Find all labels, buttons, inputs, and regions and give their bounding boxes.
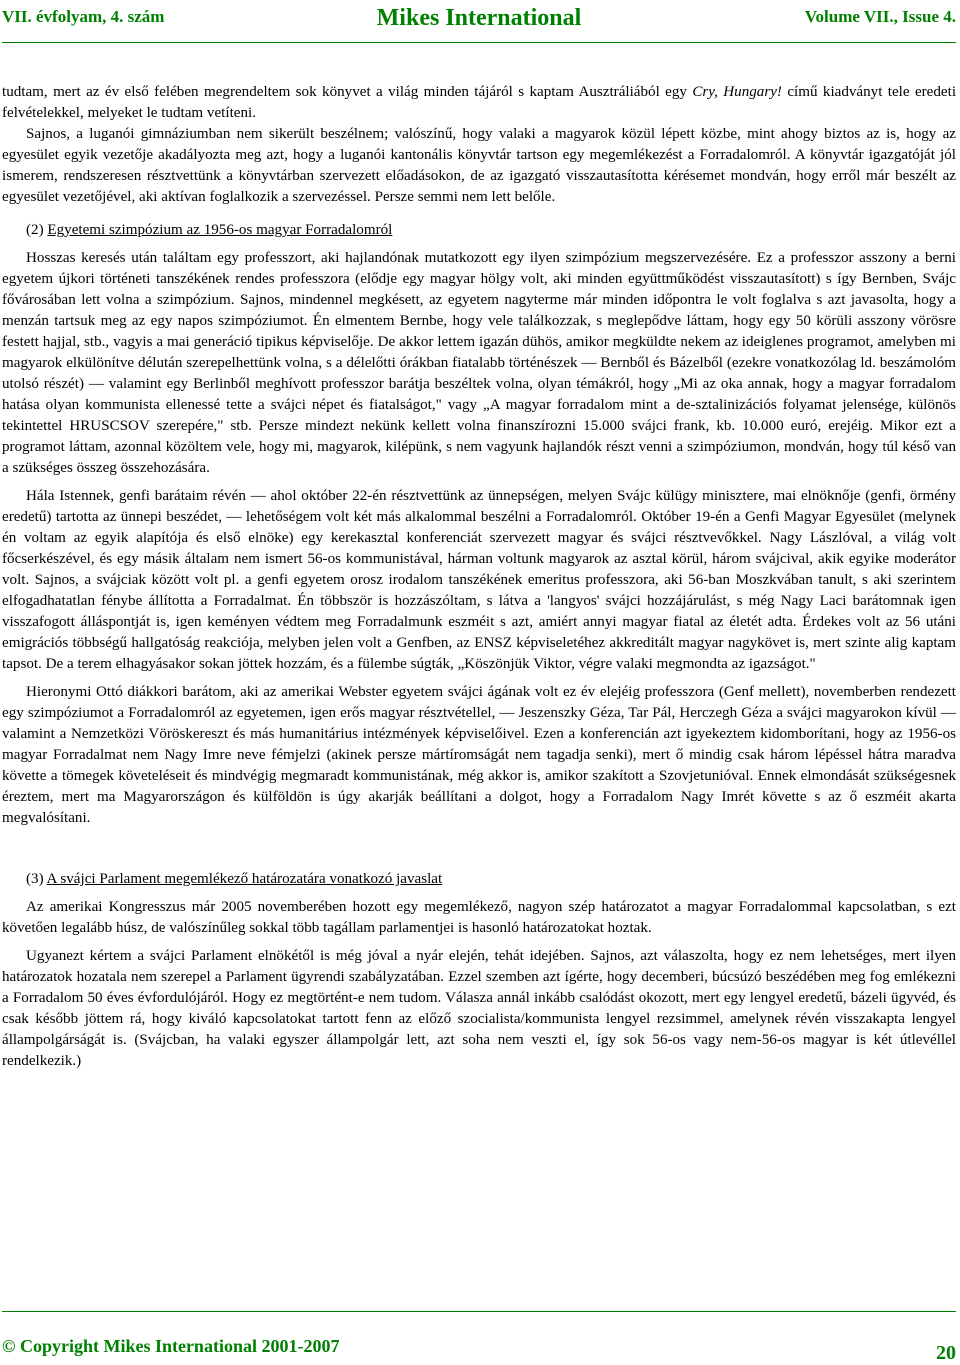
paragraph-5: Hieronymi Ottó diákkori barátom, aki az amerikai Webster egyetem svájci ágának volt ez év elejéig professzora (Genf mellett), novemberben rendezett egy szimpóziumot a Forradalomról az egyetemen, igen erős magyar résztvétellel, — Jeszenszky Géza, Tar Pál, Herczegh Géza a svájci magyarokon kívül — valamint a Nemzetközi Vöröskereszt és más humanitárius intézmények képviselőivel. Ezen a konferencián azt igyekeztem kidomborítani, hogy az 1956-os magyar Forradalmat nem Nagy Imre neve fémjelzi (akinek persze mártíromságát nem tagadja senki), mert ő mindig csak három lépéssel hátra maradva követte a tömegek követeléseit és mindvégig megmaradt kommunistának, még akkor is, amikor szakított a Szovjetunióval. Ennek elmondását szükségesnek éreztem, mert ma Magyarországon és külföldön is úgy akarják beállítani a dolgot, hogy a Forradalom Nagy Imrét követte s az ő eszméit akarta megvalósítani. bbox=[2, 684, 956, 826]
section-2-heading bbox=[2, 220, 956, 241]
paragraph-7: Ugyanezt kértem a svájci Parlament elnökétől is még jóval a nyár elején, tehát idejében. Sajnos, azt válaszolta, hogy ez nem lehetséges, mert ilyen határozatok hozatala nem szerepel a Parlament ügyrendi szabályzatában. Ezzel szemben azt ígérte, hogy decemberi, búcsúzó beszédében meg fog emlékezni a Forradalom 50 éves évfordulójáról. Hogy ez megtörtént-e nem tudom. Válasza annál inkább csalódást okozott, mert egy lengyel eredetű, bázeli ügyvéd, és csak később jöttem rá, hogy kiváló kapcsolatokat tartott fenn az előző szocialista/kommunista lengyel rezsimmel, amelynek révén visszakapta lengyel állampolgárságát is. (Svájcban, ha valaki egyszer állampolgár lett, azt soha nem veszti el, így sok 56-os vagy nem-56-os magyar is két útlevéllel rendelkezik.) bbox=[2, 948, 956, 1069]
page-header bbox=[2, 2, 956, 36]
section-3-number: (3) bbox=[26, 871, 47, 887]
header-volume-en: Volume VII., Issue 4. bbox=[804, 7, 956, 26]
header-volume-hu: VII. évfolyam, 4. szám bbox=[2, 7, 165, 26]
paragraph-1 bbox=[2, 82, 956, 124]
paragraph-1-text-a: tudtam, mert az év első felében megrendeltem sok könyvet a világ minden tájáról s kaptam Ausztráliából egy bbox=[2, 84, 693, 100]
section-2-title: Egyetemi szimpózium az 1956-os magyar Forradalomról bbox=[47, 222, 393, 238]
footer-divider bbox=[2, 1311, 956, 1312]
article-body bbox=[2, 82, 956, 1072]
footer-page-number: 20 bbox=[936, 1342, 956, 1364]
paragraph-3: Hosszas keresés után találtam egy professzort, aki hajlandónak mutatkozott egy ilyen szimpózium megszervezésére. Ez a professzor asszony a berni egyetem újkori történeti tanszékének rendes professzora (elődje egy magyar hölgy volt, aki minden együttműködést visszautasított) s így Bernben, Svájc fővárosában lett volna a szimpózium. Sajnos, mindennel megkésett, az egyetem nagyterme már minden időpontra le volt foglalva s azt javasolta, hogy a menzán tartsuk meg az egy napos szimpóziumot. Én elmentem Bernbe, hogy vele találkozzak, s meglepődve láttam, hogy egy 50 körüli asszony vörösre festett hajjal, stb., vagyis a mai generáció tipikus képviselője. De akkor lettem igazán dühös, amikor megküldte nekem az ideiglenes programot, amelyben mi magyarok elkülönítve délután szerepelhettünk volna, s a délelőtti órákban fiatalabb történészek — Bernből és Bázelből (ezekre vonatkozólag ld. beszámolóm utolsó részét) — valamint egy Berlinből meghívott professzor barátja beszéltek volna, olyan témákról, hogy „Mi az oka annak, hogy a magyar forradalom hatása olyan kommunista ellenessé tette a svájci népet és fiatalságot," vagy „A magyar forradalom mint a de-sztalinizációs folyamat jelensége, különös tekintettel HRUSCSOV szerepére," stb. Persze mindezt nekünk kellett volna finanszírozni 15.000 svájci frank, kb. 10.000 euró, erejéig. Mikor ezt a programot láttam, azonnal közöltem vele, hogy mi, magyarok, kilépünk, s nem vagyunk hajlandók részt venni a szimpóziumon, mondván, hogy túl késő van a szükséges összeg összehozására. bbox=[2, 250, 956, 476]
paragraph-6: Az amerikai Kongresszus már 2005 novemberében hozott egy megemlékező, nagyon szép határozatot a magyar Forradalommal kapcsolatban, s ezt követően legalább húsz, de valószínűleg sokkal több tagállam parlamentjei is hasonló határozatokat hoztak. bbox=[2, 899, 956, 936]
footer-copyright: © Copyright Mikes International 2001-2007 bbox=[2, 1336, 340, 1356]
header-publication-title: Mikes International bbox=[376, 5, 582, 31]
header-divider bbox=[2, 42, 956, 43]
section-3-title: A svájci Parlament megemlékező határozatára vonatkozó javaslat bbox=[46, 871, 443, 887]
paragraph-2: Sajnos, a luganói gimnáziumban nem sikerült beszélnem; valószínű, hogy valaki a magyarok közül lépett közbe, mint ahogy biztos az is, hogy az egyesület egyik vezetője akadályozta meg azt, hogy a luganói kantonális könyvtár tartson egy megemlékezést a Forradalomról. A könyvtár igazgatóját jól ismerem, rendszeresen résztvettünk a könyvtárban szervezett előadásokon, de az igazgató visszautasította kérésemet mondván, hogy erről már beszélt az egyesület vezetőjével, aki aktívan foglalkozik a szervezéssel. Persze semmi nem lett belőle. bbox=[2, 126, 956, 205]
section-3-heading bbox=[2, 869, 956, 890]
paragraph-1-book-title: Cry, Hungary! bbox=[692, 84, 782, 100]
paragraph-4: Hála Istennek, genfi barátaim révén — ahol október 22-én résztvettünk az ünnepségen, melyen Svájc külügy minisztere, mai elnöknője (genfi, örmény eredetű) tartotta az ünnepi beszédet, — lehetőségem volt két más alkalommal beszélni a Forradalomról. Október 19-én a Genfi Magyar Egyesület (melynek én voltam az egyik alapítója és első elnöke) egy kerekasztal konferenciát szervezett magyar és svájci résztvevőkkel. Nagy Lászlóval, a világ volt főcserkészével, és egy másik általam nem ismert 56-os kommunistával, hárman voltunk magyarok az asztal körül, három svájcival, akik egyike moderátor volt. Sajnos, a svájciak között volt pl. a genfi egyetem orosz irodalom tanszékének emeritus professzora, aki 56-ban Moszkvában tanult, s aki szerintem elfogadhatatlan fénybe állította a Forradalmat. Én többször is hozzászóltam, s látva a 'langyos' svájci hozzájárulást, s még Nagy Laci barátomnak igen visszafogott álláspontját is, igen keményen védtem meg Forradalmunk eszméit s azt, amiért annyi magyar fiatal az életét adta. Érdekes volt az 56 utáni emigrációs többségű hallgatóság reakciója, melyben jelen volt a Genfben, az ENSZ képviseletéhez akkreditált magyar nagykövet is, mert szinte alig kaptam tapsot. De a terem elhagyásakor sokan jöttek hozzám, és a fülembe súgták, „Köszönjük Viktor, végre valaki megmondta az igazságot." bbox=[2, 488, 956, 672]
paragraph-1-text-b: című kiadványt tele eredeti felvételekkel, melyeket le tudtam vetíteni. bbox=[2, 84, 957, 121]
section-2-number: (2) bbox=[26, 222, 48, 238]
